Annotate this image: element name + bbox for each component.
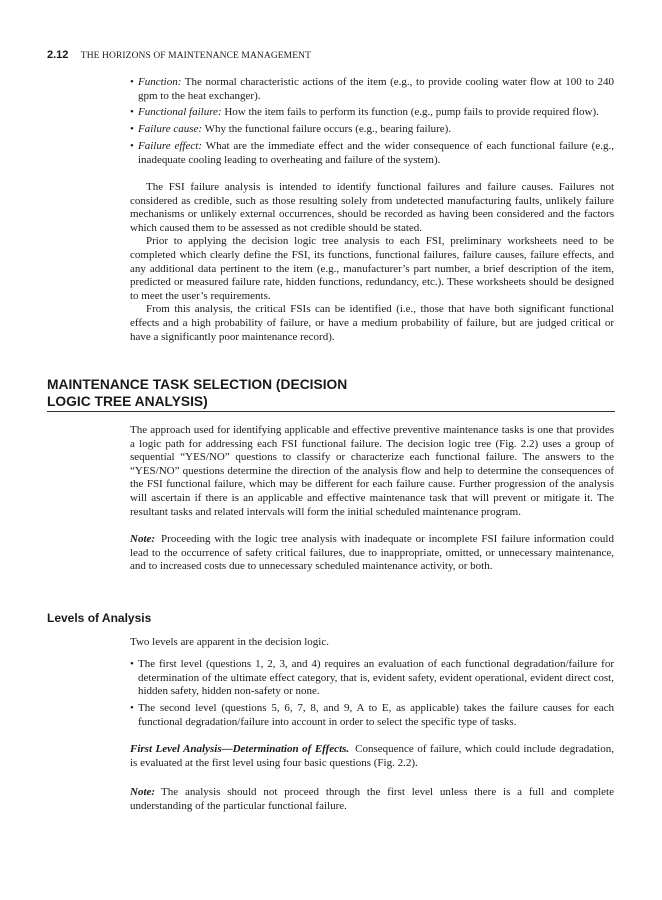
level-item: • The first level (questions 1, 2, 3, and 4) requires an evaluation of each functional degradation/failure for determination of the ultimate effect category, that is, evident safety, evident operational, evident direct cost, hidden safety, hidden non-safety or none. xyxy=(130,658,614,699)
definition-item xyxy=(130,140,614,167)
intro-text xyxy=(130,181,614,344)
definitions-list xyxy=(130,76,614,167)
definition-text: What are the immediate effect and the wider consequence of each functional failure (e.g., inadequate cooling leading to overheating and failure of the system). xyxy=(138,139,614,166)
section-body xyxy=(130,424,614,519)
section-heading xyxy=(47,377,615,410)
run-in-heading: First Level Analysis—Determination of Effects. xyxy=(130,743,350,755)
definitions-block xyxy=(130,76,614,170)
levels-list xyxy=(130,658,614,729)
paragraph xyxy=(130,743,614,770)
paragraph-text: Consequence of failure, which could include degradation, is evaluated at the first level using four basic questions (Fig. 2.2). xyxy=(130,743,614,769)
definition-text: Why the functional failure occurs (e.g., bearing failure). xyxy=(204,123,452,136)
note-text: Proceeding with the logic tree analysis with inadequate or incomplete FSI failure information could lead to the occurrence of safety critical failures, due to inappropriate, omitted, or unnecessary maintenance, and to increased costs due to unnecessary scheduled maintenance activity, or both. xyxy=(130,533,614,573)
section-heading-line: MAINTENANCE TASK SELECTION (DECISION xyxy=(47,377,348,392)
definition-term: Functional failure: xyxy=(138,106,222,119)
paragraph: The approach used for identifying applicable and effective preventive maintenance tasks is one that provides a logic path for addressing each FSI functional failure. The decision logic tree (Fig. 2.2) uses a group of sequential “YES/NO” questions to classify or characterize each functional failure. The answers to the “YES/NO” questions determine the direction of the analysis flow and help to determine the consequences of the FSI functional failure, which may be different for each failure cause. Further progression of the analysis will ascertain if there is an applicable and effective maintenance task that will prevent or mitigate it. The resultant tasks and related intervals will form the initial scheduled maintenance program. xyxy=(130,424,614,518)
note-text: The analysis should not proceed through the first level unless there is a full and complete understanding of the particular functional failure. xyxy=(130,786,614,812)
levels-note xyxy=(130,786,614,813)
definition-term: Failure effect: xyxy=(138,139,202,152)
levels-block xyxy=(130,658,614,732)
page-number: 2.12 xyxy=(47,49,69,61)
paragraph: From this analysis, the critical FSIs can be identified (i.e., those that have both significant functional effects and a high probability of failure, or have a medium probability of failure, but are judged critical or have a significantly poor maintenance record). xyxy=(130,303,614,343)
levels-intro xyxy=(130,636,614,650)
note-paragraph xyxy=(130,786,614,813)
note-paragraph xyxy=(130,533,614,574)
section-note xyxy=(130,533,614,574)
definition-term: Failure cause: xyxy=(138,123,203,136)
note-label: Note: xyxy=(130,533,156,545)
section-heading-line: LOGIC TREE ANALYSIS) xyxy=(47,393,208,409)
paragraph: Prior to applying the decision logic tree analysis to each FSI, preliminary worksheets need to be completed which clearly define the FSI, its functions, functional failures, failure causes, failure effects, and any additional data pertinent to the item (e.g., manufacturer’s part number, a brief description of the item, predicted or measured failure rate, hidden functions, redundancy, etc.). These worksheets should be designed to meet the user’s requirements. xyxy=(130,235,614,302)
level-item: • The second level (questions 5, 6, 7, 8, and 9, A to E, as applicable) takes the failure causes for each functional degradation/failure into account in order to select the specific type of tasks. xyxy=(130,702,614,729)
definition-item xyxy=(130,123,614,137)
subsection-heading: Levels of Analysis xyxy=(47,611,152,625)
note-label: Note: xyxy=(130,786,156,798)
definition-item xyxy=(130,106,614,120)
section-rule xyxy=(47,411,615,412)
paragraph: The FSI failure analysis is intended to identify functional failures and failure causes. Failures not considered as credible, such as those resulting solely from undetected manufacturing faults, unlikely failure mechanisms or unlikely external occurrences, should be recorded as having been considered and the factors which caused them to be assessed as not credible should be stated. xyxy=(130,181,614,234)
paragraph: Two levels are apparent in the decision logic. xyxy=(130,636,329,648)
running-head xyxy=(47,48,627,62)
definition-text: The normal characteristic actions of the item (e.g., to provide cooling water flow at 100 to 240 gpm to the heat exchanger). xyxy=(138,76,614,102)
definition-item xyxy=(130,76,614,103)
running-title: THE HORIZONS OF MAINTENANCE MANAGEMENT xyxy=(80,51,312,61)
definition-text: How the item fails to perform its function (e.g., pump fails to provide required flow). xyxy=(224,106,599,119)
definition-term: Function: xyxy=(138,76,182,88)
first-level-block xyxy=(130,743,614,770)
